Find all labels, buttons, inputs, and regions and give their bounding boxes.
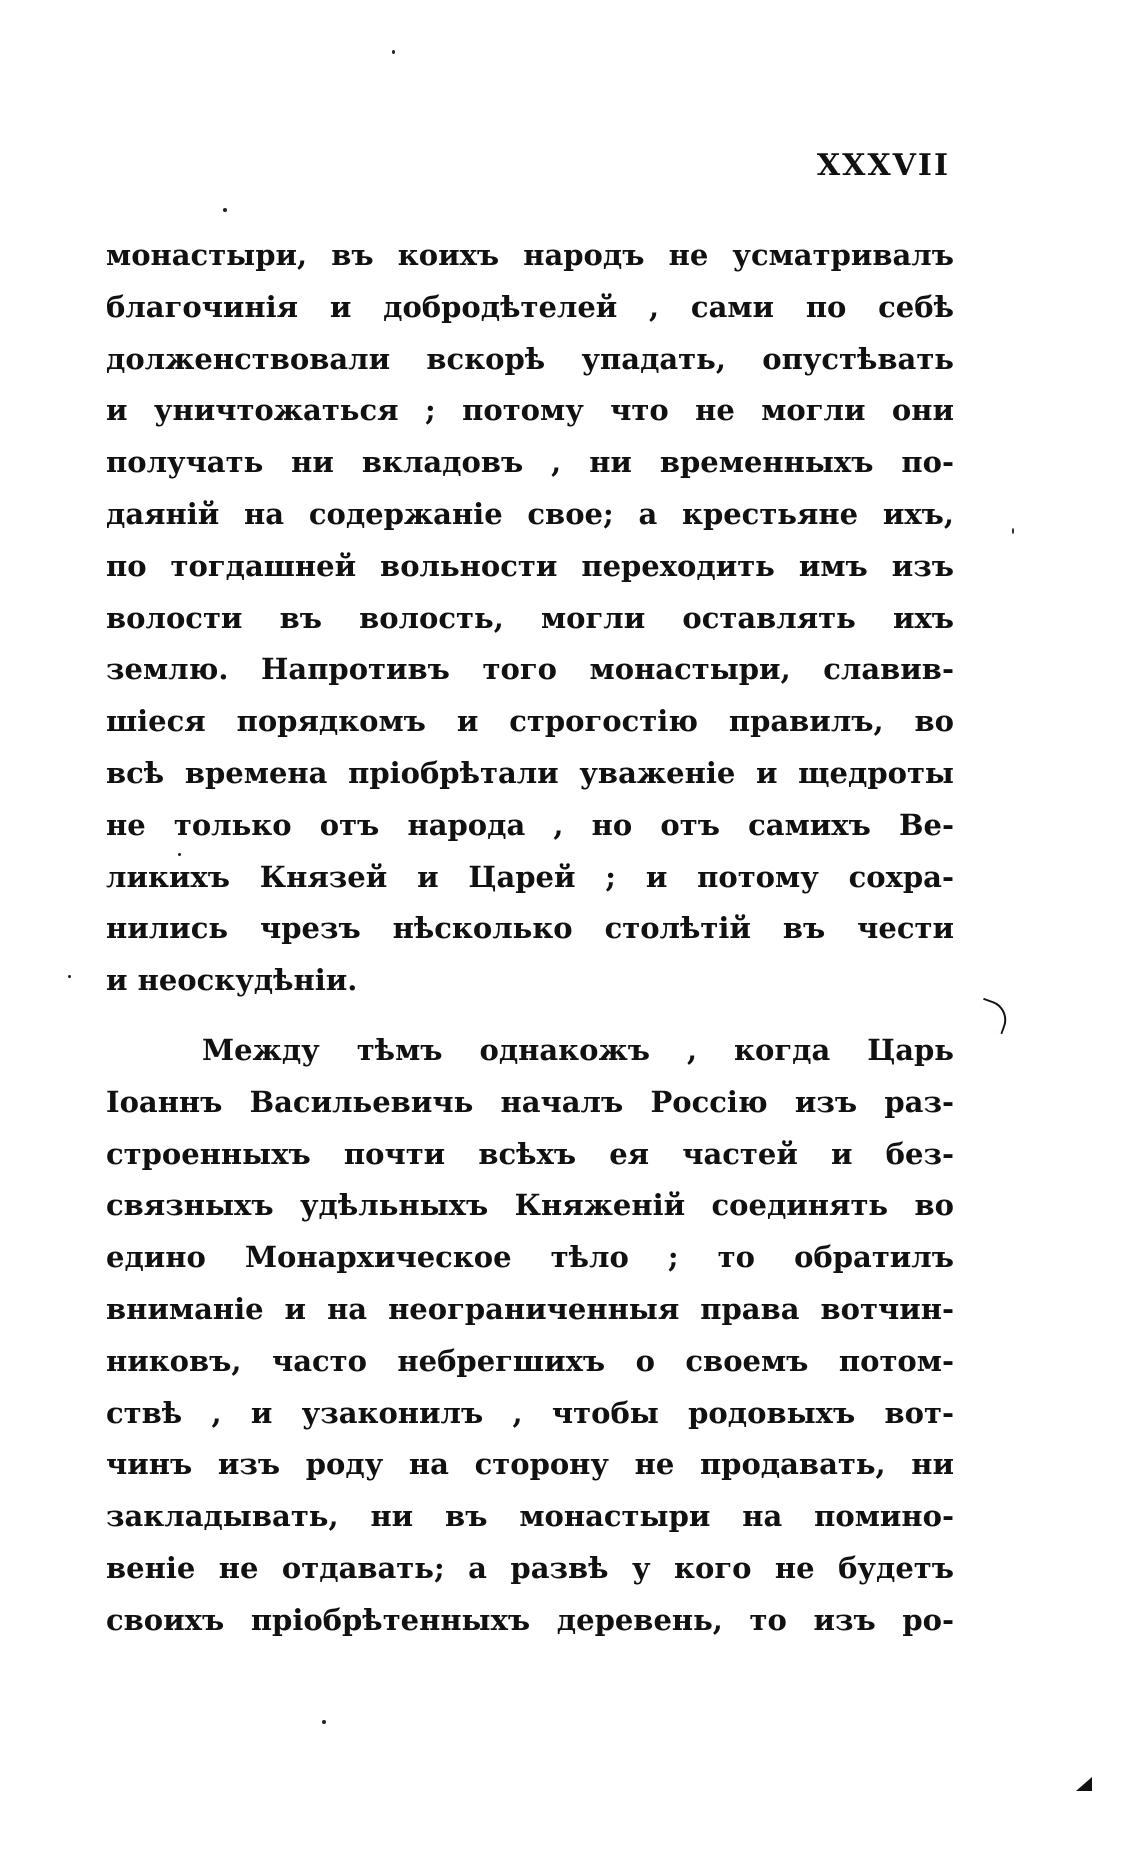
scan-speck — [1012, 528, 1014, 534]
text-line: долженствовали вскорѣ упадать, опустѣвать — [106, 341, 954, 376]
text-line: ствѣ , и узаконилъ , чтобы родовыхъ вот- — [106, 1395, 954, 1430]
text-line: и уничтожаться ; потому что не могли они — [106, 393, 954, 428]
scan-speck — [178, 853, 181, 856]
scan-speck — [322, 1720, 326, 1724]
text-line: благочинія и добродѣтелей , сами по себѣ — [106, 289, 954, 324]
body-text — [106, 230, 954, 1647]
scan-speck — [392, 50, 395, 54]
text-line: даяній на содержаніе свое; а крестьяне ихъ, — [106, 496, 954, 531]
scan-edge-mark — [974, 998, 1012, 1035]
text-line: по тогдашней вольности переходить имъ изъ — [106, 548, 954, 583]
text-line: нились чрезъ нѣсколько столѣтій въ чести — [106, 911, 954, 946]
text-line: своихъ пріобрѣтенныхъ деревень, то изъ ро- — [106, 1602, 954, 1637]
text-line: не только отъ народа , но отъ самихъ Ве- — [106, 807, 954, 842]
text-line: монастыри, въ коихъ народъ не усматривалъ — [106, 238, 954, 272]
text-line: ликихъ Князей и Царей ; и потому сохра- — [106, 859, 954, 894]
page-number: XXXVII — [816, 148, 950, 183]
text-line: получать ни вкладовъ , ни временныхъ по- — [106, 445, 954, 480]
text-line: и неоскудѣніи. — [106, 963, 358, 998]
scan-corner-mark — [1076, 1777, 1092, 1791]
text-line: чинъ изъ роду на сторону не продавать, ни — [106, 1447, 954, 1482]
text-line: закладывать, ни въ монастыри на помино- — [106, 1499, 954, 1534]
text-line: связныхъ удѣльныхъ Княженій соединять во — [106, 1188, 954, 1223]
text-line: всѣ времена пріобрѣтали уваженіе и щедроты — [106, 755, 954, 790]
text-line: Іоаннъ Васильевичь началъ Россію изъ раз- — [106, 1084, 954, 1119]
scan-speck — [68, 975, 71, 978]
paragraph-gap — [106, 1007, 954, 1025]
text-line: едино Монархическое тѣло ; то обратилъ — [106, 1240, 954, 1275]
text-line: веніе не отдавать; а развѣ у кого не будетъ — [106, 1550, 954, 1585]
text-line: никовъ, часто небрегшихъ о своемъ потом- — [106, 1343, 954, 1378]
scan-speck — [223, 208, 227, 212]
text-line: вниманіе и на неограниченныя права вотчин- — [106, 1291, 954, 1326]
text-line: шіеся порядкомъ и строгостію правилъ, во — [106, 704, 954, 739]
text-line: строенныхъ почти всѣхъ ея частей и без- — [106, 1136, 954, 1171]
text-line: волости въ волость, могли оставлять ихъ — [106, 600, 954, 635]
text-line: землю. Напротивъ того монастыри, славив- — [106, 652, 954, 687]
text-line: Между тѣмъ однакожъ , когда Царь — [202, 1032, 954, 1067]
